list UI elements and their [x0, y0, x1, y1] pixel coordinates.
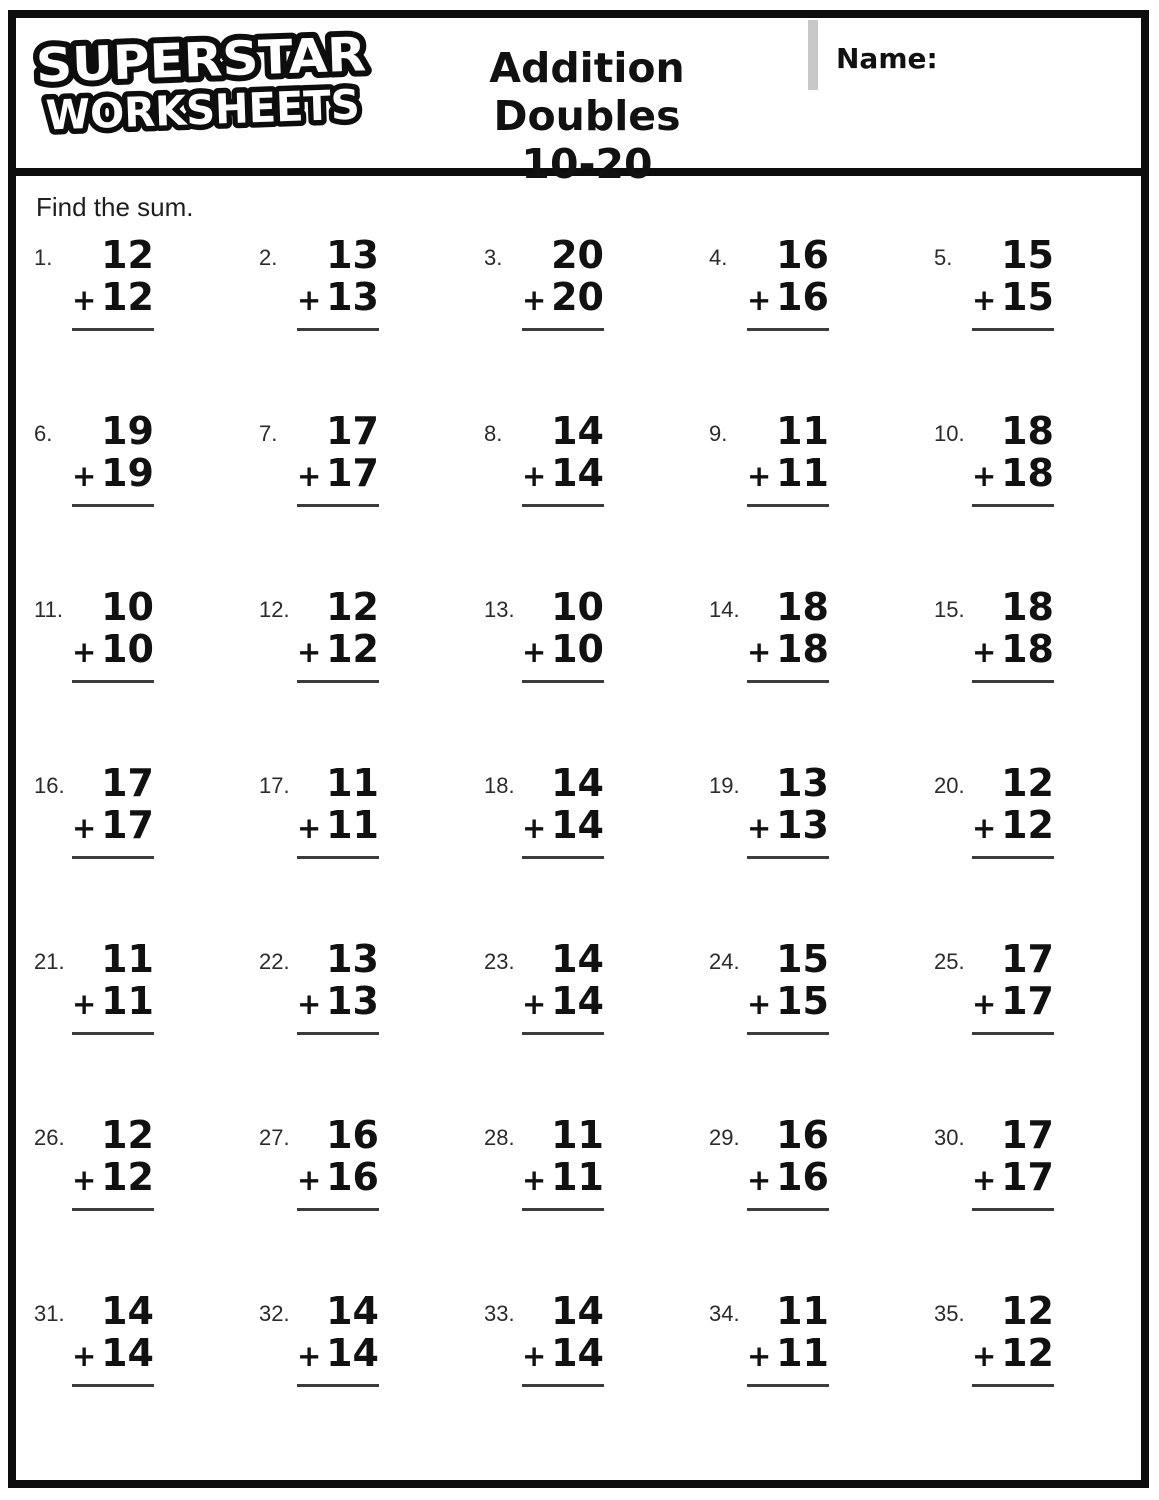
plus-sign: + — [297, 1163, 322, 1197]
addend-bottom-row — [747, 805, 829, 848]
answer-line — [522, 1208, 604, 1211]
problem — [16, 407, 241, 583]
problem — [241, 1111, 466, 1287]
problem-stack — [747, 411, 829, 507]
plus-sign: + — [747, 635, 772, 669]
answer-line — [972, 328, 1054, 331]
answer-line — [522, 1032, 604, 1035]
addend-bottom-row — [72, 453, 154, 496]
problem-number: 19. — [709, 773, 740, 798]
addend-bottom-row — [297, 1333, 379, 1376]
addend-top: 20 — [551, 233, 604, 277]
addend-bottom: 14 — [551, 979, 604, 1023]
problem-number: 25. — [934, 949, 965, 974]
problem — [691, 231, 916, 407]
problem-number: 33. — [484, 1301, 515, 1326]
problem-stack — [972, 939, 1054, 1035]
plus-sign: + — [72, 635, 97, 669]
content-area — [16, 176, 1141, 1480]
problem-stack — [522, 235, 604, 331]
addend-top: 17 — [326, 409, 379, 453]
problem-number: 21. — [34, 949, 65, 974]
addend-bottom: 15 — [776, 979, 829, 1023]
answer-line — [72, 1032, 154, 1035]
answer-line — [297, 680, 379, 683]
answer-line — [972, 1208, 1054, 1211]
problem — [916, 935, 1141, 1111]
plus-sign: + — [522, 459, 547, 493]
problem-number: 20. — [934, 773, 965, 798]
answer-line — [522, 1384, 604, 1387]
plus-sign: + — [747, 283, 772, 317]
addend-top: 11 — [776, 409, 829, 453]
addend-bottom-row — [972, 981, 1054, 1024]
problem-number: 13. — [484, 597, 515, 622]
problem-stack — [72, 1291, 154, 1387]
problem — [16, 1111, 241, 1287]
problem-stack — [747, 1291, 829, 1387]
addend-top: 19 — [101, 409, 154, 453]
plus-sign: + — [297, 1339, 322, 1373]
addend-bottom-row — [747, 453, 829, 496]
addend-bottom: 10 — [551, 627, 604, 671]
plus-sign: + — [72, 283, 97, 317]
addend-bottom: 14 — [551, 803, 604, 847]
problem — [466, 1111, 691, 1287]
answer-line — [72, 328, 154, 331]
addend-top: 11 — [551, 1113, 604, 1157]
problem — [466, 1287, 691, 1463]
addend-bottom: 11 — [776, 451, 829, 495]
problem-stack — [297, 587, 379, 683]
plus-sign: + — [72, 1339, 97, 1373]
problem-stack — [972, 411, 1054, 507]
problem — [691, 935, 916, 1111]
plus-sign: + — [297, 811, 322, 845]
plus-sign: + — [522, 635, 547, 669]
plus-sign: + — [297, 283, 322, 317]
addend-top: 18 — [776, 585, 829, 629]
addend-bottom: 14 — [551, 1331, 604, 1375]
plus-sign: + — [972, 987, 997, 1021]
addend-top: 13 — [326, 233, 379, 277]
answer-line — [747, 856, 829, 859]
plus-sign: + — [972, 635, 997, 669]
answer-line — [747, 1032, 829, 1035]
plus-sign: + — [522, 283, 547, 317]
problem-number: 2. — [259, 245, 278, 270]
plus-sign: + — [297, 459, 322, 493]
addend-bottom-row — [522, 805, 604, 848]
problem — [241, 583, 466, 759]
plus-sign: + — [522, 811, 547, 845]
problem-number: 18. — [484, 773, 515, 798]
plus-sign: + — [522, 987, 547, 1021]
problem-number: 34. — [709, 1301, 740, 1326]
problem-stack — [972, 587, 1054, 683]
addend-top: 14 — [551, 409, 604, 453]
addend-bottom-row — [297, 453, 379, 496]
answer-line — [747, 328, 829, 331]
addend-top: 10 — [551, 585, 604, 629]
plus-sign: + — [747, 459, 772, 493]
answer-line — [297, 856, 379, 859]
problem-number: 35. — [934, 1301, 965, 1326]
answer-line — [522, 680, 604, 683]
plus-sign: + — [522, 1163, 547, 1197]
addend-bottom: 20 — [551, 275, 604, 319]
problem — [16, 935, 241, 1111]
problem — [916, 583, 1141, 759]
addend-bottom: 11 — [326, 803, 379, 847]
plus-sign: + — [972, 1339, 997, 1373]
addend-bottom-row — [522, 1333, 604, 1376]
answer-line — [72, 1384, 154, 1387]
addend-bottom: 17 — [1001, 1155, 1054, 1199]
title-line-2: 10-20 — [521, 140, 653, 188]
answer-line — [297, 1208, 379, 1211]
answer-line — [747, 680, 829, 683]
addend-bottom-row — [297, 1157, 379, 1200]
addend-bottom-row — [72, 1157, 154, 1200]
problem-number: 17. — [259, 773, 290, 798]
plus-sign: + — [72, 811, 97, 845]
addend-bottom: 13 — [326, 979, 379, 1023]
addend-top: 15 — [1001, 233, 1054, 277]
plus-sign: + — [297, 987, 322, 1021]
addend-top: 14 — [551, 1289, 604, 1333]
problem-number: 30. — [934, 1125, 965, 1150]
addend-bottom: 16 — [776, 1155, 829, 1199]
addend-bottom: 18 — [1001, 627, 1054, 671]
problem — [691, 759, 916, 935]
answer-line — [522, 328, 604, 331]
addend-top: 11 — [326, 761, 379, 805]
problem — [691, 1287, 916, 1463]
problem-stack — [522, 1291, 604, 1387]
problem-stack — [72, 939, 154, 1035]
problem-stack — [747, 1115, 829, 1211]
answer-line — [297, 504, 379, 507]
problem — [241, 1287, 466, 1463]
addend-bottom-row — [72, 277, 154, 320]
addend-bottom-row — [747, 981, 829, 1024]
addend-top: 12 — [1001, 761, 1054, 805]
addend-bottom-row — [747, 277, 829, 320]
answer-line — [747, 1208, 829, 1211]
addend-bottom: 10 — [101, 627, 154, 671]
addend-bottom: 12 — [101, 275, 154, 319]
addend-bottom-row — [972, 629, 1054, 672]
addend-bottom: 11 — [776, 1331, 829, 1375]
header — [16, 18, 1141, 188]
problem-number: 26. — [34, 1125, 65, 1150]
addend-bottom: 14 — [101, 1331, 154, 1375]
addend-top: 17 — [1001, 1113, 1054, 1157]
problem-stack — [522, 939, 604, 1035]
addend-bottom-row — [747, 629, 829, 672]
addend-bottom-row — [522, 453, 604, 496]
problem-stack — [297, 1291, 379, 1387]
problem — [466, 407, 691, 583]
addend-top: 18 — [1001, 409, 1054, 453]
addend-bottom: 11 — [551, 1155, 604, 1199]
problem-stack — [972, 1115, 1054, 1211]
addend-top: 14 — [551, 937, 604, 981]
answer-line — [972, 856, 1054, 859]
problem-number: 29. — [709, 1125, 740, 1150]
problem — [691, 407, 916, 583]
addend-bottom: 17 — [1001, 979, 1054, 1023]
addend-bottom-row — [297, 277, 379, 320]
problem — [466, 935, 691, 1111]
problem — [466, 231, 691, 407]
addend-bottom-row — [972, 453, 1054, 496]
addend-bottom-row — [747, 1157, 829, 1200]
addend-bottom-row — [522, 1157, 604, 1200]
addend-top: 14 — [326, 1289, 379, 1333]
answer-line — [747, 504, 829, 507]
answer-line — [72, 680, 154, 683]
plus-sign: + — [72, 1163, 97, 1197]
problem — [241, 759, 466, 935]
problem-number: 11. — [34, 597, 63, 622]
problem-stack — [522, 1115, 604, 1211]
plus-sign: + — [72, 459, 97, 493]
instructions: Find the sum. — [36, 192, 194, 222]
problem-stack — [747, 235, 829, 331]
addend-bottom-row — [297, 981, 379, 1024]
problem-stack — [72, 411, 154, 507]
problem-stack — [747, 939, 829, 1035]
answer-line — [972, 680, 1054, 683]
addend-bottom: 17 — [101, 803, 154, 847]
addend-bottom: 18 — [1001, 451, 1054, 495]
addend-bottom-row — [297, 629, 379, 672]
addend-bottom: 19 — [101, 451, 154, 495]
problem — [691, 1111, 916, 1287]
addend-bottom: 13 — [326, 275, 379, 319]
addend-top: 14 — [551, 761, 604, 805]
addend-bottom-row — [72, 981, 154, 1024]
addend-top: 14 — [101, 1289, 154, 1333]
addend-bottom: 13 — [776, 803, 829, 847]
addend-top: 18 — [1001, 585, 1054, 629]
problem-number: 16. — [34, 773, 65, 798]
name-divider-bar — [808, 20, 818, 90]
problem-number: 7. — [259, 421, 278, 446]
problem — [691, 583, 916, 759]
problem-number: 6. — [34, 421, 53, 446]
addend-bottom: 14 — [551, 451, 604, 495]
problem — [916, 1111, 1141, 1287]
worksheet-title — [401, 44, 773, 188]
problem-stack — [72, 763, 154, 859]
plus-sign: + — [297, 635, 322, 669]
addend-bottom: 15 — [1001, 275, 1054, 319]
problem-number: 32. — [259, 1301, 290, 1326]
addend-bottom-row — [72, 1333, 154, 1376]
problem-stack — [72, 587, 154, 683]
problem — [16, 759, 241, 935]
problem-stack — [297, 411, 379, 507]
addend-top: 16 — [776, 233, 829, 277]
problem-stack — [297, 235, 379, 331]
addend-bottom: 11 — [101, 979, 154, 1023]
title-line-1: Addition Doubles — [489, 44, 685, 140]
problem-number: 4. — [709, 245, 728, 270]
addend-bottom-row — [972, 1157, 1054, 1200]
problem — [16, 231, 241, 407]
addend-bottom-row — [72, 805, 154, 848]
plus-sign: + — [747, 1163, 772, 1197]
problem — [916, 1287, 1141, 1463]
answer-line — [972, 1384, 1054, 1387]
problem-number: 27. — [259, 1125, 290, 1150]
addend-top: 17 — [101, 761, 154, 805]
problem-stack — [72, 1115, 154, 1211]
plus-sign: + — [972, 283, 997, 317]
problem — [916, 407, 1141, 583]
addend-bottom-row — [72, 629, 154, 672]
problem-number: 3. — [484, 245, 503, 270]
problem-number: 5. — [934, 245, 953, 270]
problem-stack — [522, 411, 604, 507]
problem-stack — [297, 1115, 379, 1211]
problem-number: 14. — [709, 597, 740, 622]
problem — [466, 759, 691, 935]
problem — [241, 935, 466, 1111]
problem — [16, 583, 241, 759]
answer-line — [72, 1208, 154, 1211]
addend-top: 13 — [776, 761, 829, 805]
addend-bottom: 12 — [326, 627, 379, 671]
answer-line — [972, 1032, 1054, 1035]
problem-stack — [297, 939, 379, 1035]
addend-top: 10 — [101, 585, 154, 629]
plus-sign: + — [747, 987, 772, 1021]
problem-number: 12. — [259, 597, 290, 622]
addend-bottom: 12 — [1001, 803, 1054, 847]
addend-bottom-row — [747, 1333, 829, 1376]
problems-grid — [16, 231, 1141, 1463]
plus-sign: + — [747, 1339, 772, 1373]
addend-top: 12 — [101, 233, 154, 277]
problem-number: 9. — [709, 421, 728, 446]
answer-line — [522, 856, 604, 859]
problem-number: 23. — [484, 949, 515, 974]
problem — [16, 1287, 241, 1463]
problem-stack — [522, 763, 604, 859]
addend-bottom: 18 — [776, 627, 829, 671]
problem-number: 8. — [484, 421, 503, 446]
logo-text-worksheets: WORKSHEETS — [45, 80, 368, 140]
addend-top: 15 — [776, 937, 829, 981]
problem-number: 28. — [484, 1125, 515, 1150]
answer-line — [72, 504, 154, 507]
addend-bottom: 17 — [326, 451, 379, 495]
problem — [241, 231, 466, 407]
problem-stack — [522, 587, 604, 683]
addend-top: 17 — [1001, 937, 1054, 981]
problem — [241, 407, 466, 583]
answer-line — [297, 1032, 379, 1035]
addend-top: 12 — [1001, 1289, 1054, 1333]
addend-bottom: 16 — [326, 1155, 379, 1199]
addend-bottom-row — [522, 981, 604, 1024]
problem-stack — [747, 587, 829, 683]
addend-top: 11 — [101, 937, 154, 981]
problem — [466, 583, 691, 759]
answer-line — [297, 1384, 379, 1387]
addend-bottom-row — [972, 805, 1054, 848]
problem — [916, 759, 1141, 935]
problem-number: 1. — [34, 245, 53, 270]
addend-bottom: 12 — [1001, 1331, 1054, 1375]
plus-sign: + — [747, 811, 772, 845]
problem-stack — [972, 1291, 1054, 1387]
problem-stack — [747, 763, 829, 859]
logo-text-superstar: SUPERSTAR — [35, 28, 347, 94]
answer-line — [972, 504, 1054, 507]
addend-bottom-row — [522, 277, 604, 320]
plus-sign: + — [72, 987, 97, 1021]
addend-top: 16 — [776, 1113, 829, 1157]
problem-number: 22. — [259, 949, 290, 974]
problem-number: 24. — [709, 949, 740, 974]
answer-line — [72, 856, 154, 859]
addend-top: 13 — [326, 937, 379, 981]
problem-number: 31. — [34, 1301, 65, 1326]
name-label: Name: — [836, 42, 938, 75]
worksheet-frame — [8, 10, 1149, 1488]
addend-top: 12 — [326, 585, 379, 629]
answer-line — [522, 504, 604, 507]
plus-sign: + — [972, 459, 997, 493]
problem — [916, 231, 1141, 407]
addend-top: 16 — [326, 1113, 379, 1157]
problem-stack — [972, 235, 1054, 331]
plus-sign: + — [972, 1163, 997, 1197]
addend-bottom-row — [522, 629, 604, 672]
answer-line — [297, 328, 379, 331]
addend-top: 12 — [101, 1113, 154, 1157]
problem-stack — [72, 235, 154, 331]
answer-line — [747, 1384, 829, 1387]
problem-stack — [972, 763, 1054, 859]
addend-bottom-row — [972, 1333, 1054, 1376]
addend-bottom: 14 — [326, 1331, 379, 1375]
addend-bottom-row — [297, 805, 379, 848]
addend-bottom: 12 — [101, 1155, 154, 1199]
problem-stack — [297, 763, 379, 859]
addend-bottom-row — [972, 277, 1054, 320]
problem-number: 15. — [934, 597, 965, 622]
addend-bottom: 16 — [776, 275, 829, 319]
plus-sign: + — [972, 811, 997, 845]
addend-top: 11 — [776, 1289, 829, 1333]
problem-number: 10. — [934, 421, 965, 446]
superstar-worksheets-logo — [26, 28, 378, 146]
plus-sign: + — [522, 1339, 547, 1373]
